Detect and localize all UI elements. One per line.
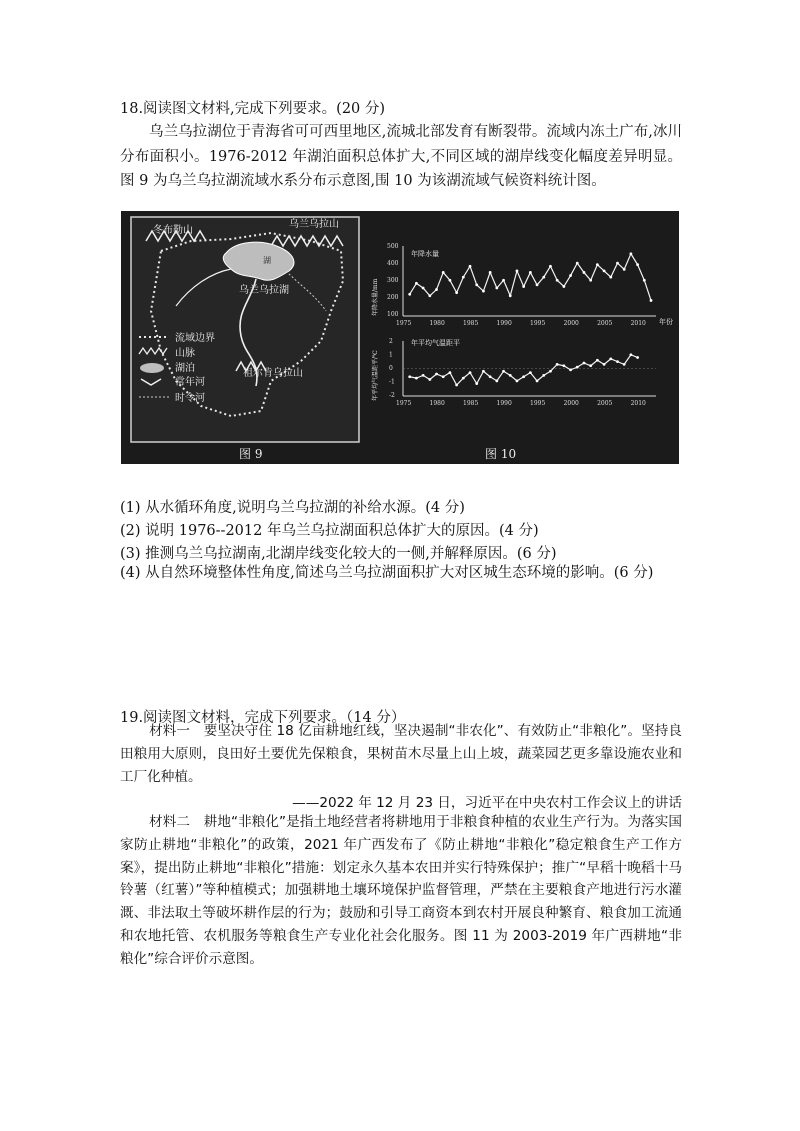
top-legend: 年降水量	[411, 250, 439, 258]
precip-point	[576, 262, 579, 265]
temp-anomaly-point	[603, 363, 606, 366]
fig10-caption: 图 10	[485, 447, 517, 461]
label-lake-small: 湖	[263, 256, 271, 265]
legend-label-seasonal: 时令河	[175, 393, 205, 404]
precip-point	[536, 283, 539, 286]
temp-anomaly-point	[475, 382, 478, 385]
legend-label-river: 常年河	[175, 377, 205, 388]
q19-material-1-text: 材料一 要坚决守住 18 亿亩耕地红线，坚决遏制“非农化”、有效防止“非粮化”。坚持良田粮用大原则，良田好土要优先保粮食，果树苗木尽量上山上坡，蔬菜园艺更多靠设施农业和工厂化种植。	[120, 723, 682, 785]
label-mountain-ne: 乌兰乌拉山	[289, 219, 339, 230]
temp-anomaly-point	[489, 375, 492, 378]
bottom-y-tick-label: -1	[389, 378, 395, 386]
temp-anomaly-point	[435, 373, 438, 376]
precip-point	[542, 276, 545, 279]
temp-anomaly-point	[623, 363, 626, 366]
precip-point	[462, 276, 465, 279]
top-x-tick-label: 1980	[429, 320, 445, 327]
temp-anomaly-point	[502, 370, 505, 373]
q18-question-1: (1) 从水循环角度,说明乌兰乌拉湖的补给水源。(4 分)	[120, 500, 465, 516]
precip-point	[596, 263, 599, 266]
precip-point	[422, 287, 425, 290]
precip-point	[482, 290, 485, 293]
figure-svg	[121, 211, 679, 464]
top-x-tick-label: 1975	[396, 320, 412, 327]
temp-anomaly-point	[583, 362, 586, 365]
bottom-y-tick-label: 0	[389, 365, 393, 372]
precip-point	[529, 271, 532, 274]
precip-line	[410, 254, 651, 301]
temp-anomaly-point	[596, 359, 599, 362]
temp-anomaly-point	[616, 360, 619, 363]
precip-point	[442, 271, 445, 274]
temp-anomaly-point	[442, 375, 445, 378]
precip-point	[623, 268, 626, 271]
temp-anomaly-point	[449, 371, 452, 374]
fig10-chart	[371, 243, 673, 407]
precip-point	[616, 262, 619, 265]
temp-anomaly-point	[562, 364, 565, 367]
precip-point	[428, 294, 431, 297]
bottom-y-label: 年平均气温距平/℃	[372, 350, 379, 401]
precip-point	[569, 274, 572, 277]
temp-anomaly-point	[576, 366, 579, 369]
precip-point	[415, 282, 418, 285]
bottom-legend: 年平均气温距平	[411, 339, 460, 347]
temp-anomaly-point	[529, 371, 532, 374]
temp-anomaly-point	[455, 384, 458, 387]
precip-point	[449, 279, 452, 282]
q18-intro-text: 乌兰乌拉湖位于青海省可可西里地区,流城北部发育有断裂带。流域内冻土广布,冰川分布面积小。1976-2012 年湖泊面积总体扩大,不同区域的湖岸线变化幅度差异明显。图 9 为乌兰乌拉湖流域水系分布示意图,围 10 为该湖流域气候资料统计图。	[120, 124, 682, 189]
precip-point	[636, 263, 639, 266]
precip-point	[549, 265, 552, 268]
q19-material-1	[120, 720, 682, 788]
q18-title: 18.阅读图文材料,完成下列要求。(20 分)	[120, 101, 386, 117]
temp-anomaly-point	[609, 357, 612, 360]
top-y-tick-label: 300	[387, 277, 399, 284]
label-lake: 乌兰乌拉湖	[239, 285, 289, 296]
temp-anomaly-point	[422, 374, 425, 377]
label-mountain-south: 祖尔肯乌拉山	[243, 368, 303, 379]
legend-label-boundary: 流域边界	[175, 333, 215, 344]
legend-label-lake: 湖泊	[175, 363, 195, 374]
top-x-tick-label: 2005	[597, 320, 613, 327]
top-x-tick-label: 2010	[630, 320, 646, 327]
precip-point	[650, 299, 653, 302]
precip-point	[643, 279, 646, 282]
legend-label-mountain: 山脉	[175, 348, 195, 359]
top-x-tick-label: 1995	[530, 320, 546, 327]
temp-anomaly-point	[549, 370, 552, 373]
top-y-tick-label: 100	[387, 311, 399, 318]
bottom-x-tick-label: 2005	[597, 400, 613, 407]
top-x-unit: 年份	[659, 318, 673, 326]
temp-anomaly-point	[629, 353, 632, 356]
legend-lake-symbol	[140, 363, 164, 373]
top-y-tick-label: 200	[387, 294, 399, 301]
precip-point	[435, 288, 438, 291]
fig9-caption: 图 9	[239, 447, 263, 461]
precip-point	[455, 291, 458, 294]
precip-point	[489, 271, 492, 274]
temp-anomaly-point	[415, 377, 418, 380]
bottom-x-tick-label: 2010	[630, 400, 646, 407]
temp-anomaly-line	[410, 355, 638, 385]
q18-question-3: (3) 推测乌兰乌拉湖南,北湖岸线变化较大的一侧,并解释原因。(6 分)	[120, 546, 557, 562]
bottom-y-tick-label: -2	[389, 392, 395, 399]
temp-anomaly-point	[408, 375, 411, 378]
precip-point	[509, 294, 512, 297]
top-x-tick-label: 1985	[463, 320, 479, 327]
bottom-x-tick-label: 1985	[463, 400, 479, 407]
label-mountain-nw: 冬布勒山	[153, 225, 193, 236]
top-y-label: 年降水量/mm	[372, 278, 379, 316]
top-y-tick-label: 400	[387, 260, 399, 267]
precip-point	[516, 269, 519, 272]
temp-anomaly-point	[495, 379, 498, 382]
temp-anomaly-point	[482, 370, 485, 373]
temp-anomaly-point	[462, 377, 465, 380]
q18-question-4: (4) 从自然环境整体性角度,简述乌兰乌拉湖面积扩大对区城生态环境的影响。(6 分)	[120, 565, 654, 581]
temp-anomaly-point	[469, 371, 472, 374]
precip-point	[629, 252, 632, 255]
q18-intro	[120, 120, 682, 194]
top-y-tick-label: 500	[387, 243, 399, 250]
precip-point	[495, 287, 498, 290]
temp-anomaly-point	[636, 356, 639, 359]
temp-anomaly-point	[509, 374, 512, 377]
bottom-x-tick-label: 2000	[563, 400, 579, 407]
temp-anomaly-point	[428, 378, 431, 381]
temp-anomaly-point	[569, 368, 572, 371]
figure-block	[121, 211, 679, 464]
bottom-x-tick-label: 1990	[496, 400, 512, 407]
precip-point	[475, 283, 478, 286]
q19-material-2-text: 材料二 耕地“非粮化”是指土地经营者将耕地用于非粮食种植的农业生产行为。为落实国家防止耕地“非粮化”的政策，2021 年广西发布了《防止耕地“非粮化”稳定粮食生产工作方案》，提出防止耕地“非粮化”措施：划定永久基本农田并实行特殊保护；推广“早稻十晚稻十马铃薯（红薯）”等种植模式；加强耕地土壤环境保护监督管理，严禁在主要粮食产地进行污水灌溉、非法取土等破坏耕作层的行为；鼓励和引导工商资本到农村开展良种繁育、粮食加工流通和农地托管、农机服务等粮食生产专业化社会化服务。图 11 为 2003-2019 年广西耕地“非粮化”综合评价示意图。	[120, 814, 682, 967]
q18-question-2: (2) 说明 1976--2012 年乌兰乌拉湖面积总体扩大的原因。(4 分)	[120, 523, 539, 539]
precip-point	[603, 269, 606, 272]
temp-anomaly-point	[522, 375, 525, 378]
bottom-x-tick-label: 1975	[396, 400, 412, 407]
bottom-x-tick-label: 1995	[530, 400, 546, 407]
precip-point	[408, 293, 411, 296]
temp-anomaly-point	[556, 363, 559, 366]
temp-anomaly-point	[589, 364, 592, 367]
temp-anomaly-point	[516, 379, 519, 382]
precip-point	[589, 279, 592, 282]
temp-anomaly-point	[542, 374, 545, 377]
q19-signature: ——2022 年 12 月 23 日，习近平在中央农村工作会议上的讲话	[292, 795, 682, 811]
precip-point	[609, 276, 612, 279]
precip-point	[502, 279, 505, 282]
top-x-tick-label: 2000	[563, 320, 579, 327]
bottom-y-tick-label: 2	[389, 338, 393, 345]
bottom-x-tick-label: 1980	[429, 400, 445, 407]
precip-point	[583, 271, 586, 274]
precip-point	[469, 265, 472, 268]
temp-anomaly-point	[536, 379, 539, 382]
top-x-tick-label: 1990	[496, 320, 512, 327]
q19-material-2	[120, 811, 682, 971]
precip-point	[562, 285, 565, 288]
precip-point	[522, 285, 525, 288]
bottom-y-tick-label: 1	[389, 351, 393, 359]
q19-title: 19.阅读图文材料，完成下列要求。（14 分）	[120, 710, 406, 726]
precip-point	[556, 279, 559, 282]
